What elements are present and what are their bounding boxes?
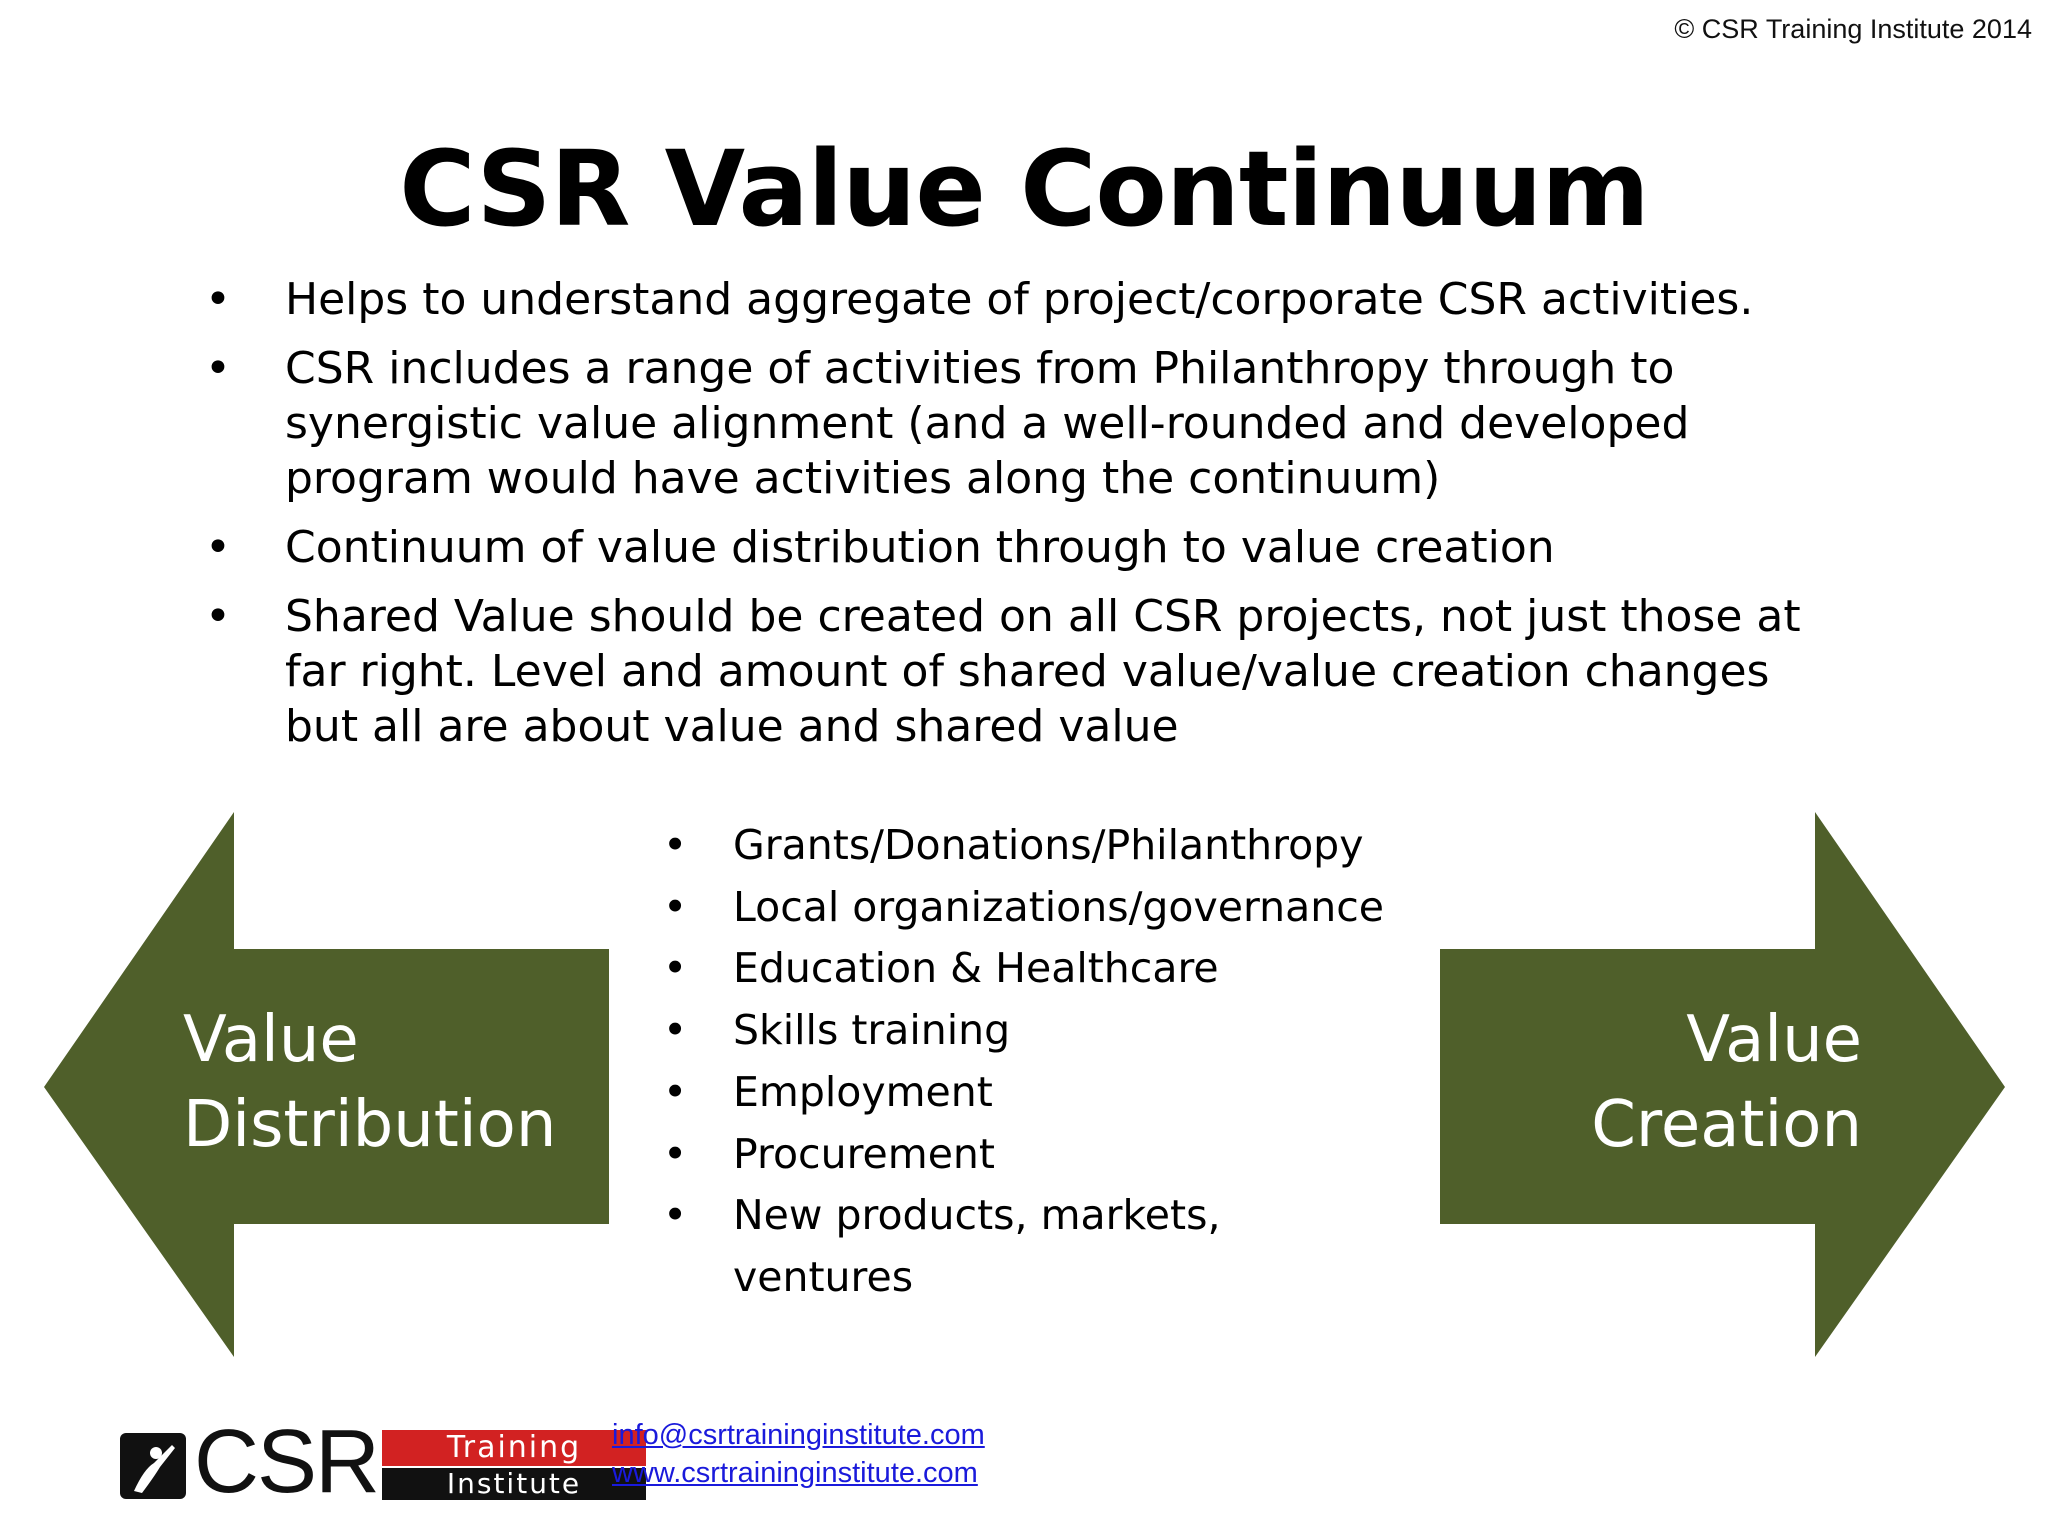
value-distribution-line1: Value	[183, 1003, 359, 1077]
bullet-item: • Shared Value should be created on all CSR projects, not just those at far right. Level and amount of shared value/value creation changes but all are about value and shared value	[205, 589, 1845, 754]
activity-item: • New products, markets, ventures	[663, 1185, 1293, 1308]
bullet-item: • CSR includes a range of activities from Philanthropy through to synergistic value alignment (and a well-rounded and developed program would have activities along the continuum)	[205, 341, 1845, 506]
value-creation-label	[1500, 998, 1862, 1168]
value-distribution-line2: Distribution	[183, 1088, 557, 1162]
logo-figure-icon	[120, 1433, 186, 1499]
value-creation-line1: Value	[1686, 1003, 1862, 1077]
logo-csr-text: CSR	[194, 1412, 379, 1512]
copyright-notice: © CSR Training Institute 2014	[1674, 14, 2032, 44]
activity-item: • Local organizations/governance	[663, 877, 1423, 939]
logo-institute-text: Institute	[382, 1468, 646, 1500]
bullet-item: • Continuum of value distribution through to value creation	[205, 520, 1845, 575]
contact-info	[612, 1416, 985, 1492]
value-distribution-label	[183, 998, 556, 1168]
activity-item: • Procurement	[663, 1124, 1423, 1186]
bullet-item: • Helps to understand aggregate of project/corporate CSR activities.	[205, 272, 1845, 327]
activity-list	[663, 815, 1423, 1309]
logo-training-text: Training	[382, 1430, 646, 1466]
activity-item: • Grants/Donations/Philanthropy	[663, 815, 1423, 877]
website-link[interactable]: www.csrtraininginstitute.com	[612, 1457, 978, 1489]
activity-item: • Skills training	[663, 1000, 1423, 1062]
main-bullet-list	[205, 272, 1845, 768]
activity-item: • Employment	[663, 1062, 1423, 1124]
value-creation-line2: Creation	[1591, 1088, 1862, 1162]
person-icon	[120, 1433, 186, 1499]
slide-title: CSR Value Continuum	[399, 128, 1649, 250]
activity-item: • Education & Healthcare	[663, 938, 1423, 1000]
email-link[interactable]: info@csrtraininginstitute.com	[612, 1419, 985, 1451]
